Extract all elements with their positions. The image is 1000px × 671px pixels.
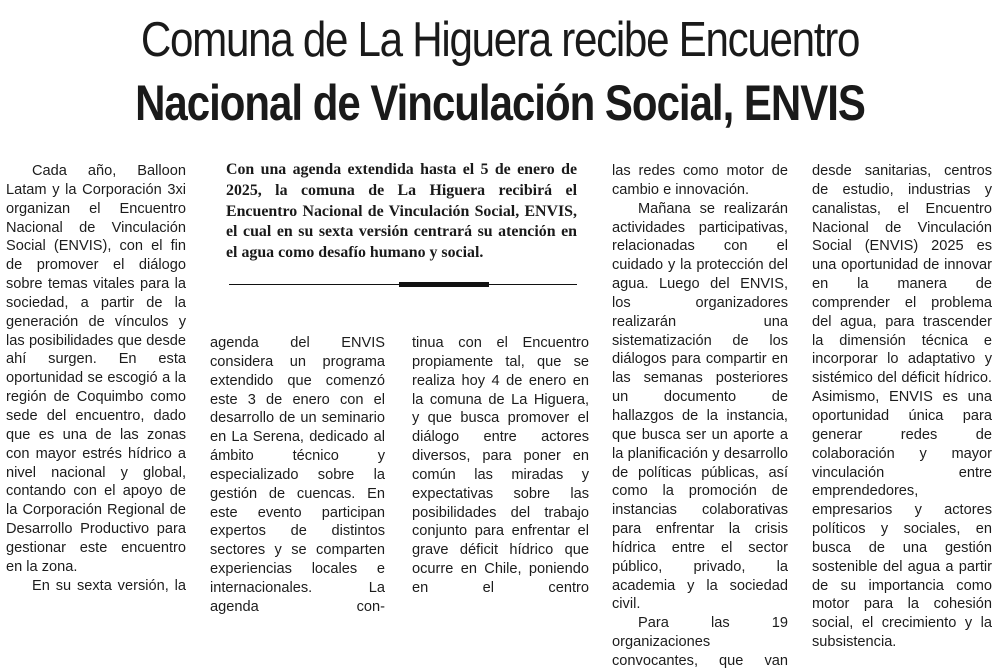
column-3-paragraph-1: tinua con el Encuentro propiamente tal, que se realiza hoy 4 de enero en la comuna de La Higuera, y que busca promover el diálogo entre actores diversos, para poner en común las miradas y expectativas sobre las posibilidades del trabajo conjunto para enfrentar el grave déficit hídrico que ocurre en Chile, poniendo en el centro: [412, 335, 589, 596]
column-1-paragraph-1: Cada año, Balloon Latam y la Corporación 3xi organizan el Encuentro Nacional de Vinculación Social (ENVIS), con el fin de promover el diálogo sobre temas vitales para la sociedad, a partir de la generación de vínculos y las posibilidades que desde ahí surgen. En esta oportunidad se escogió a la región de Coquimbo como sede del encuentro, dado que es una de las zonas con mayor estrés hídrico a nivel nacional y global, contando con el apoyo de la Corporación Regional de Desarrollo Productivo para gestionar este encuentro en la zona.: [6, 163, 186, 575]
headline-line-2: Nacional de Vinculación Social, ENVIS: [135, 75, 865, 131]
lead-text: Con una agenda extendida hasta el 5 de enero de 2025, la comuna de La Higuera recibirá el Encuentro Nacional de Vinculación Social, ENVIS, el cual en su sexta versión centrará su atención en el agua como desafío humano y social.: [226, 161, 577, 262]
lead-divider: [229, 282, 577, 287]
headline-line-1: Comuna de La Higuera recibe Encuentro: [140, 13, 860, 67]
column-4-paragraph-2: Mañana se realizarán actividades participativas, relacionadas con el cuidado y la protección del agua. Luego del ENVIS, los organizadores realizarán una sistematización de los diálogos para compartir en las semanas posteriores un documento de hallazgos de la instancia, que busca ser un aporte a la planificación y desarrollo de políticas públicas, así como la promoción de instancias colaborativas para enfrentar la crisis hídrica entre el sector público, privado, la academia y la sociedad civil.: [612, 200, 788, 613]
column-5-paragraph-1: desde sanitarias, centros de estudio, industrias y canalistas, el Encuentro Nacional de Vinculación Social (ENVIS) 2025 es una oportunidad de innovar en la manera de comprender el problema del agua, para trascender la dimensión técnica e incorporar lo adaptativo y sistémico del déficit hídrico. Asimismo, ENVIS es una oportunidad única para generar redes de colaboración y mayor vinculación entre emprendedores, empresarios y actores políticos y sociales, en busca de una gestión sostenible del agua a partir de su importancia como motor para la cohesión social, el crecimiento y la subsistencia.: [812, 163, 992, 651]
article-column-2: [210, 334, 385, 617]
lead-divider-thick-bar: [399, 282, 489, 287]
lead-paragraph: [226, 160, 577, 264]
column-4-paragraph-3: Para las 19 organizaciones convocantes, que van: [612, 615, 788, 669]
column-2-paragraph-1: agenda del ENVIS considera un programa extendido que comenzó este 3 de enero con el desarrollo de un seminario en La Serena, dedicado al ámbito técnico y especializado sobre la gestión de cuencas. En este evento participan expertos de distintos sectores y se comparten experiencias locales e internacionales. La agenda con-: [210, 335, 385, 615]
article-column-5: [812, 162, 992, 652]
column-1-paragraph-2: En su sexta versión, la: [32, 577, 186, 594]
column-4-paragraph-1: las redes como motor de cambio e innovación.: [612, 163, 788, 198]
article-column-3: [412, 334, 589, 598]
article-column-4: [612, 162, 788, 671]
article-column-1: [6, 162, 186, 595]
